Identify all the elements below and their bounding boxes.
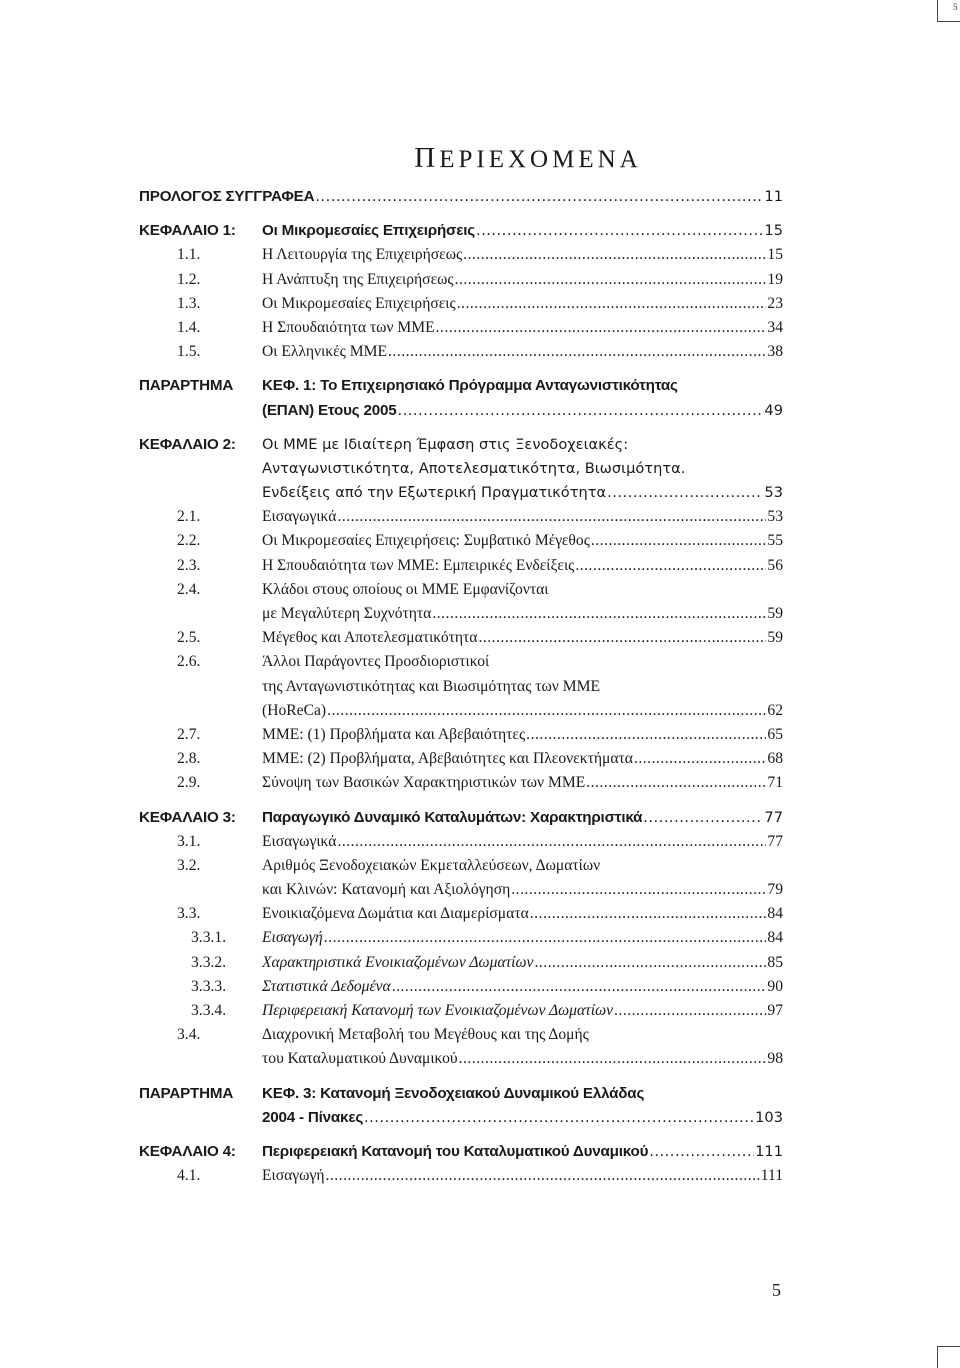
toc-entry-text: Εισαγωγή	[262, 1167, 325, 1185]
toc-entry-text: (ΕΠΑΝ) Ετους 2005	[262, 401, 397, 419]
toc-entry	[139, 1140, 783, 1164]
toc-entry-number: 2.3.	[177, 556, 201, 574]
toc-page-number: 103	[755, 1108, 783, 1126]
toc-entry-text: Οι Μικρομεσαίες Επιχειρήσεις	[262, 222, 475, 240]
toc-entry-number: 1.2.	[177, 270, 201, 288]
toc-entry	[139, 481, 783, 505]
toc-leader-dots	[614, 999, 766, 1023]
toc-entry-body	[262, 650, 783, 674]
toc-entry-number: ΚΕΦΑΛΑΙΟ 2:	[139, 435, 236, 453]
toc-entry-text: Ενδείξεις από την Εξωτερική Πραγματικότητα	[262, 484, 607, 502]
toc-entry-body	[262, 554, 783, 578]
toc-entry-body	[262, 878, 783, 902]
toc-continuation-line	[139, 433, 783, 457]
toc-entry-body	[262, 399, 783, 423]
toc-entry-body	[262, 1106, 783, 1130]
toc-leader-dots	[392, 975, 767, 999]
toc-entry-text: ΠΡΟΛΟΓΟΣ ΣΥΓΓΡΑΦΕΑ	[139, 188, 315, 205]
toc-entry-text: Άλλοι Παράγοντες Προσδιοριστικοί	[262, 653, 490, 671]
toc-entry-body	[139, 185, 783, 209]
crop-mark-horizontal	[938, 21, 960, 22]
toc-entry-number: 2.9.	[177, 774, 201, 792]
toc-entry	[139, 626, 783, 650]
toc-page-number: 97	[767, 1002, 783, 1019]
toc-leader-dots	[337, 830, 766, 854]
toc-entry-body	[262, 219, 783, 243]
toc-leader-dots	[432, 602, 766, 626]
toc-entry-text: Στατιστικά Δεδομένα	[262, 977, 391, 995]
toc-entry-body	[262, 481, 783, 505]
toc-page-number: 77	[767, 832, 783, 850]
toc-entry-body	[262, 1047, 783, 1071]
toc-leader-dots	[388, 340, 766, 364]
toc-entry-number: 4.1.	[177, 1167, 201, 1185]
toc-leader-dots	[586, 771, 766, 795]
toc-leader-dots	[436, 316, 767, 340]
toc-leader-dots	[397, 399, 763, 423]
toc-page-number: 15	[767, 246, 783, 264]
toc-entry-number: 2.4.	[177, 580, 201, 598]
toc-leader-dots	[591, 529, 767, 553]
toc-entry-body	[262, 457, 783, 481]
toc-entry-text: Η Σπουδαιότητα των ΜΜΕ	[262, 318, 435, 336]
page-title	[48, 142, 960, 175]
toc-entry-number: 2.6.	[177, 653, 201, 671]
toc-leader-dots	[337, 505, 766, 529]
toc-entry	[139, 529, 783, 553]
toc-entry-text: Η Σπουδαιότητα των ΜΜΕ: Εμπειρικές Ενδείξεις	[262, 556, 575, 574]
toc-entry-body	[262, 747, 783, 771]
toc-leader-dots	[315, 185, 763, 209]
toc-page-number: 65	[767, 725, 783, 743]
toc-page-number: 62	[767, 701, 783, 719]
toc-entry-text: με Μεγαλύτερη Συχνότητα	[262, 605, 432, 622]
toc-entry-number: 3.3.	[177, 905, 201, 923]
toc-entry	[139, 185, 783, 209]
toc-leader-dots	[643, 806, 763, 830]
toc-page-number: 11	[764, 188, 783, 205]
toc-entry-number: ΚΕΦΑΛΑΙΟ 3:	[139, 808, 236, 826]
toc-entry-number: 1.4.	[177, 318, 201, 336]
toc-entry-body	[262, 1023, 783, 1047]
toc-entry-body	[262, 602, 783, 626]
toc-entry-text: Η Λειτουργία της Επιχειρήσεως	[262, 246, 463, 264]
toc-entry-text: ΜΜΕ: (2) Προβλήματα, Αβεβαιότητες και Πλεονεκτήματα	[262, 750, 633, 768]
toc-entry-body	[262, 771, 783, 795]
toc-entry-text: Οι Μικρομεσαίες Επιχειρήσεις: Συμβατικό Μέγεθος	[262, 532, 590, 550]
toc-continuation-line	[139, 854, 783, 878]
toc-page-number: 111	[755, 1142, 783, 1160]
toc-page-number: 34	[767, 318, 783, 336]
toc-leader-dots	[463, 243, 766, 267]
toc-entry-body	[262, 505, 783, 529]
toc-entry-number: 2.7.	[177, 725, 201, 743]
toc-page-number: 38	[767, 343, 783, 361]
toc-entry-number: 3.3.3.	[191, 977, 227, 995]
toc-leader-dots	[511, 878, 766, 902]
toc-entry-number: 3.4.	[177, 1026, 201, 1044]
toc-entry-number: 3.3.2.	[191, 953, 227, 971]
toc-leader-dots	[634, 747, 766, 771]
toc-entry	[139, 219, 783, 243]
toc-entry-text: Οι ΜΜΕ με Ιδιαίτερη Έμφαση στις Ξενοδοχειακές:	[262, 435, 629, 453]
toc-page-number: 77	[764, 808, 783, 826]
toc-entry-text: Η Ανάπτυξη της Επιχειρήσεως	[262, 270, 454, 288]
toc-entry-body	[262, 1164, 783, 1188]
toc-page-number: 59	[767, 629, 783, 647]
toc-entry-text: Περιφερειακή Κατανομή των Ενοικιαζομένων Δωματίων	[262, 1002, 614, 1019]
toc-entry-text: Σύνοψη των Βασικών Χαρακτηριστικών των ΜΜΕ	[262, 774, 586, 792]
toc-entry-number: 1.3.	[177, 294, 201, 312]
toc-entry-text: Χαρακτηριστικά Ενοικιαζομένων Δωματίων	[262, 953, 534, 971]
table-of-contents	[139, 185, 783, 1188]
toc-entry	[139, 316, 783, 340]
title-initial: Π	[414, 142, 440, 174]
toc-entry-text: ΚΕΦ. 1: Το Επιχειρησιακό Πρόγραμμα Ανταγωνιστικότητας	[262, 377, 678, 395]
page-number: 5	[772, 1280, 781, 1300]
toc-entry-text: Οι Μικρομεσαίες Επιχειρήσεις	[262, 294, 456, 312]
toc-page-number: 49	[764, 401, 783, 419]
toc-entry	[139, 399, 783, 423]
toc-entry-text: της Ανταγωνιστικότητας και Βιωσιμότητας των ΜΜΕ	[262, 677, 601, 695]
toc-entry-text: Κλάδοι στους οποίους οι ΜΜΕ Εμφανίζονται	[262, 580, 549, 598]
toc-entry-body	[262, 243, 783, 267]
toc-entry-body	[262, 699, 783, 723]
toc-entry-body	[262, 926, 783, 950]
toc-entry-number: 3.3.1.	[191, 929, 227, 947]
toc-leader-dots	[459, 1047, 767, 1071]
toc-entry-body	[262, 292, 783, 316]
toc-entry	[139, 771, 783, 795]
toc-page-number: 19	[767, 270, 783, 288]
toc-entry-number: 3.1.	[177, 832, 201, 850]
toc-page-number: 59	[767, 605, 783, 622]
toc-entry-number: 2.5.	[177, 629, 201, 647]
toc-entry	[139, 975, 783, 999]
toc-entry-number: 1.5.	[177, 343, 201, 361]
toc-continuation-line	[139, 578, 783, 602]
toc-entry-text: Εισαγωγικά	[262, 508, 337, 526]
toc-leader-dots	[526, 723, 766, 747]
toc-entry	[139, 951, 783, 975]
toc-entry-number: 2.1.	[177, 508, 201, 526]
toc-entry-text: Περιφερειακή Κατανομή του Καταλυματικού Δυναμικού	[262, 1142, 649, 1160]
toc-leader-dots	[455, 268, 767, 292]
toc-entry-number: ΠΑΡΑΡΤΗΜΑ	[139, 1084, 234, 1102]
toc-entry-text: του Καταλυματικού Δυναμικού	[262, 1050, 458, 1068]
toc-page-number: 98	[767, 1050, 783, 1068]
toc-entry-body	[262, 854, 783, 878]
toc-entry	[139, 723, 783, 747]
toc-entry-body	[262, 268, 783, 292]
toc-entry	[139, 902, 783, 926]
toc-entry-body	[262, 374, 783, 398]
toc-page-number: 56	[767, 556, 783, 574]
title-rest: ΕΡΙΕΧΟΜΕΝΑ	[439, 146, 642, 173]
toc-entry-body	[262, 830, 783, 854]
toc-leader-dots	[575, 554, 766, 578]
toc-leader-dots	[327, 699, 766, 723]
toc-leader-dots	[457, 292, 767, 316]
toc-continuation-line	[139, 650, 783, 674]
toc-entry-text: 2004 - Πίνακες	[262, 1108, 364, 1126]
toc-entry-body	[262, 975, 783, 999]
toc-page-number: 68	[767, 750, 783, 768]
toc-entry-body	[262, 675, 783, 699]
toc-entry-body	[262, 1082, 783, 1106]
toc-entry-number: ΠΑΡΑΡΤΗΜΑ	[139, 377, 234, 395]
toc-entry-number: 3.3.4.	[191, 1002, 227, 1019]
toc-continuation-line	[139, 1082, 783, 1106]
toc-entry-number: 1.1.	[177, 246, 201, 264]
toc-entry-body	[262, 316, 783, 340]
toc-page-number: 90	[767, 977, 783, 995]
toc-leader-dots	[534, 951, 766, 975]
toc-entry-text: Εισαγωγή	[262, 929, 323, 947]
toc-entry-number: 2.2.	[177, 532, 201, 550]
toc-entry	[139, 830, 783, 854]
toc-entry	[139, 926, 783, 950]
toc-entry-text: ΚΕΦ. 3: Κατανομή Ξενοδοχειακού Δυναμικού Ελλάδας	[262, 1084, 645, 1102]
toc-leader-dots	[324, 926, 767, 950]
toc-entry-body	[262, 951, 783, 975]
toc-entry	[139, 806, 783, 830]
toc-page-number: 85	[767, 953, 783, 971]
toc-entry	[139, 747, 783, 771]
toc-entry	[139, 340, 783, 364]
toc-page-number: 55	[767, 532, 783, 550]
toc-entry-body	[262, 578, 783, 602]
toc-entry	[139, 999, 783, 1023]
toc-entry-body	[262, 902, 783, 926]
crop-mark-vertical	[937, 0, 938, 22]
toc-leader-dots	[649, 1140, 754, 1164]
toc-continuation-line	[139, 457, 783, 481]
toc-page-number: 53	[764, 484, 783, 502]
toc-entry	[139, 1106, 783, 1130]
corner-page-number: 5	[953, 2, 958, 12]
toc-entry-text: Εισαγωγικά	[262, 832, 337, 850]
toc-page-number: 84	[767, 929, 783, 947]
toc-entry-text: ΜΜΕ: (1) Προβλήματα και Αβεβαιότητες	[262, 725, 526, 743]
toc-page-number: 53	[767, 508, 783, 526]
toc-leader-dots	[478, 626, 766, 650]
toc-entry-text: Οι Ελληνικές ΜΜΕ	[262, 343, 388, 361]
toc-entry	[139, 292, 783, 316]
toc-entry-body	[262, 999, 783, 1023]
toc-page-number: 111	[760, 1167, 783, 1185]
toc-continuation-line	[139, 675, 783, 699]
toc-entry	[139, 505, 783, 529]
toc-entry-text: (HoReCa)	[262, 701, 327, 719]
toc-entry-text: Διαχρονική Μεταβολή του Μεγέθους και της Δομής	[262, 1026, 589, 1044]
toc-entry	[139, 699, 783, 723]
toc-entry-body	[262, 340, 783, 364]
toc-page-number: 79	[767, 881, 783, 899]
toc-page-number: 84	[767, 905, 783, 923]
toc-entry-body	[262, 433, 783, 457]
toc-entry-number: ΚΕΦΑΛΑΙΟ 4:	[139, 1142, 236, 1160]
toc-entry-number: ΚΕΦΑΛΑΙΟ 1:	[139, 222, 236, 240]
toc-entry-body	[262, 1140, 783, 1164]
toc-page-number: 71	[767, 774, 783, 792]
toc-continuation-line	[139, 374, 783, 398]
toc-entry-body	[262, 626, 783, 650]
toc-entry	[139, 602, 783, 626]
toc-page-number: 23	[767, 294, 783, 312]
toc-entry-text: Ενοικιαζόμενα Δωμάτια και Διαμερίσματα	[262, 905, 529, 923]
toc-entry	[139, 243, 783, 267]
toc-continuation-line	[139, 1023, 783, 1047]
toc-entry-body	[262, 529, 783, 553]
toc-leader-dots	[476, 219, 763, 243]
toc-entry-text: Ανταγωνιστικότητα, Αποτελεσματικότητα, Βιωσιμότητα.	[262, 459, 686, 477]
toc-entry	[139, 1164, 783, 1188]
toc-entry-text: Μέγεθος και Αποτελεσματικότητα	[262, 629, 478, 647]
toc-page-number: 15	[764, 222, 783, 240]
toc-entry-number: 2.8.	[177, 750, 201, 768]
crop-mark-horizontal-bottom	[938, 1346, 960, 1347]
toc-entry	[139, 878, 783, 902]
toc-entry-body	[262, 723, 783, 747]
toc-entry-number: 3.2.	[177, 856, 201, 874]
toc-entry	[139, 1047, 783, 1071]
toc-leader-dots	[326, 1164, 760, 1188]
toc-entry-text: Παραγωγικό Δυναμικό Καταλυμάτων: Χαρακτηριστικά	[262, 808, 643, 826]
toc-entry	[139, 554, 783, 578]
toc-entry-body	[262, 806, 783, 830]
crop-mark-vertical-bottom	[937, 1346, 938, 1368]
toc-entry-text: και Κλινών: Κατανομή και Αξιολόγηση	[262, 881, 511, 899]
toc-leader-dots	[607, 481, 763, 505]
toc-entry-text: Αριθμός Ξενοδοχειακών Εκμεταλλεύσεων, Δωματίων	[262, 856, 601, 874]
toc-leader-dots	[530, 902, 767, 926]
toc-entry	[139, 268, 783, 292]
toc-leader-dots	[364, 1106, 754, 1130]
